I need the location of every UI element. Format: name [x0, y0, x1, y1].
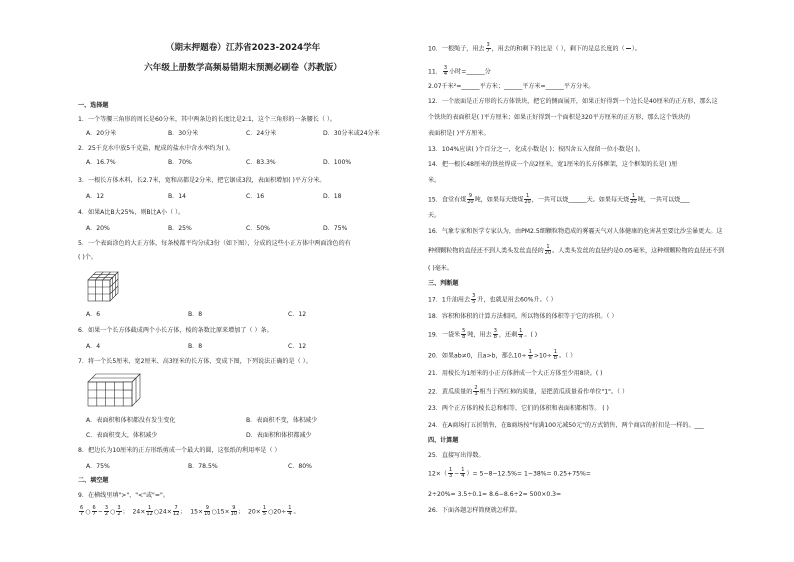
section-fill: 二、填空题 — [78, 477, 109, 484]
denominator: a — [528, 355, 532, 361]
fraction — [443, 66, 448, 77]
fraction — [460, 468, 465, 479]
q5-opt-c: C．12 — [288, 311, 307, 318]
q11-part: 小时=______分 — [449, 68, 491, 76]
q2-text: 2．25千克水中放5千克盐，配成的盐水中含水率约为( )。 — [78, 145, 235, 152]
title-line-2: 六年级上册数学高频易错期末预测必刷卷（苏教版） — [144, 63, 342, 73]
q25-part: ）= 5−8−12.5%= 1−38%= 0.25+75%= — [466, 470, 591, 478]
fraction — [545, 245, 551, 256]
fraction: $\frac{3}{2}$ — [104, 505, 108, 517]
q2-opt-a: A．16.7% — [86, 159, 116, 166]
fraction — [471, 294, 476, 305]
q17-part: 17．1升油用去 — [428, 296, 471, 304]
q8-opt-c: C．80% — [288, 463, 312, 470]
section-choice: 一、选择题 — [78, 102, 109, 109]
q22-part: 相当于西红柿的质量，是把黄瓜质量看作单位"1"。（ ） — [479, 388, 629, 396]
q22-part: 22．黄瓜质量的 — [428, 388, 473, 396]
q4-opt-c: C．50% — [246, 225, 270, 232]
q3-text: 3．一根长方体木料，长2.7米，宽和高都是2分米，把它锯成3段，表面积增加( )平方分米。 — [78, 177, 326, 184]
q18-text: 18．容积和体积的计算方法相同，所以物体的体积等于它的容积。（ ） — [428, 313, 618, 320]
q15-line2: 天。 — [428, 212, 441, 219]
q8-text: 8．把边长为10厘米的正方形纸剪成一个最大的圆，这张纸的利用率是（ ） — [78, 447, 281, 454]
numerator: 3 — [443, 65, 448, 71]
q23-text: 23．两个正方体的棱长总和相等，它们的体积和表面积都相等。 ( ) — [428, 405, 609, 412]
denominator: 3 — [448, 473, 453, 479]
q25-part: − — [454, 470, 460, 478]
numerator: 1 — [525, 193, 530, 199]
fraction — [467, 194, 473, 205]
fraction: $\frac{1}{4}$ — [288, 505, 292, 517]
q20-part: >10÷ — [533, 352, 552, 360]
q19-part: ，还剩 — [498, 331, 518, 339]
denominator: 4 — [443, 71, 448, 77]
q17-text — [428, 294, 557, 305]
denominator: 20 — [467, 199, 474, 205]
numerator: 3 — [472, 293, 476, 299]
q6-opt-a: A．4 — [86, 343, 101, 350]
fraction — [448, 468, 453, 479]
q20-part: 。（ ） — [559, 352, 577, 360]
numerator: 1 — [631, 193, 636, 199]
numerator: 2 — [474, 385, 478, 391]
fraction-blank — [626, 43, 631, 54]
q12-line3: 表面积是( )平方厘米。 — [428, 130, 490, 137]
q26-text: 26．下面各题怎样简便就怎样算。 — [428, 507, 522, 514]
fraction — [473, 386, 478, 397]
fraction: $\frac{9}{10}$ — [204, 505, 211, 517]
q10-part: ，用去的和剩下的比是（ ），剩下的是总长度的（ — [491, 45, 625, 53]
q9-compare-row: $\frac{6}{7}$ ○ $\frac{6}{7}$ − $\frac{3}{2}$ ○ $\frac{3}{2}$ ； 24× $\frac{1}{12}$ ○24× $\frac{7}{12}$ ； 15× $\frac{9}{10}$ ○15× $\frac{9}{10}$ ； 20× $\frac{1}{5}$ ○20÷ $\frac{1}{4}$ 。 — [80, 505, 300, 517]
q1-opt-d: D．30分米或24分米 — [323, 130, 380, 137]
numerator: 5 — [462, 328, 466, 334]
denominator: 7 — [486, 48, 490, 54]
q14-line1: 14．把一根长48厘米的铁丝焊成一个高2厘米，宽1厘米的长方体框架，这个框架的长是( )厘 — [428, 161, 678, 168]
q20-text — [428, 350, 576, 361]
q25-text: 25．直接写出得数。 — [428, 452, 485, 459]
q7-opt-a: A．表面积和体积都没有发生变化 — [86, 417, 176, 424]
numerator: 1 — [553, 349, 558, 355]
fraction — [461, 329, 466, 340]
numerator: 9 — [468, 193, 473, 199]
q7-text: 7．将一个长5厘米、宽2厘米、高3厘米的长方体，变成下图，下列说法正确的是（ ）。 — [78, 358, 312, 365]
q15-part: 吨，一共可以烧___ — [637, 196, 690, 204]
q10-text — [428, 43, 641, 54]
fraction: $\frac{6}{7}$ — [92, 505, 96, 517]
fraction — [553, 350, 558, 361]
denominator: 4 — [519, 334, 523, 340]
q16-part: 种细颗粒物的直径还不到人类头发丝直径的 — [428, 247, 544, 255]
q25-row2: 2÷20%= 3.5÷0.1= 8.6−8.6÷2= 500×0.3= — [428, 491, 562, 498]
q1-opt-b: B．30分米 — [168, 130, 199, 137]
q1-opt-a: A．20分米 — [86, 130, 117, 137]
cuboid-cutout-figure — [86, 372, 142, 408]
fraction — [518, 329, 523, 340]
section-judge: 三、判断题 — [428, 280, 459, 287]
q7-opt-b: B．表面积不变，体积减少 — [246, 417, 318, 424]
q19-text — [428, 329, 537, 340]
q15-part: 15．食堂有煤 — [428, 196, 467, 204]
fraction: $\frac{3}{2}$ — [117, 505, 121, 517]
q19-part: 吨，用去 — [467, 331, 492, 339]
numerator: 1 — [528, 349, 532, 355]
q19-part: 19．一袋米 — [428, 331, 461, 339]
denominator: 5 — [472, 299, 476, 305]
q1-text: 1．一个等腰三角形的周长是60分米，其中两条边的长度比是2:1，这个三角形的一条腰长（ ）。 — [78, 116, 336, 123]
cube-3x3-figure — [86, 270, 120, 302]
fraction — [528, 350, 533, 361]
denominator: 8 — [462, 334, 466, 340]
fraction: $\frac{1}{5}$ — [262, 505, 267, 517]
q13-text: 13．104%应读( )个百分之一，化成小数是( )；按四舍五入保留一位小数是( )。 — [428, 146, 644, 153]
denominator: 20 — [630, 199, 637, 205]
fraction: $\frac{9}{10}$ — [230, 505, 238, 517]
denominator: 3 — [474, 391, 478, 397]
q6-text: 6．如果一个长方体截成两个小长方体，棱的条数比原来增加了（ ）条。 — [78, 327, 273, 334]
q8-opt-a: A．75% — [86, 463, 110, 470]
q2-opt-b: B．70% — [168, 159, 192, 166]
numerator: 3 — [486, 42, 490, 48]
q6-opt-c: C．12 — [288, 343, 307, 350]
q21-text: 21．用棱长为1厘米的小正方体拼成一个大正方体至少用8块。( ) — [428, 370, 603, 377]
q11-part: 11． — [428, 68, 442, 76]
fraction — [493, 329, 498, 340]
q4-text: 4．如果A比B大25%，则B比A小（ ）。 — [78, 209, 185, 216]
denominator: 20 — [544, 250, 552, 256]
q16-line2 — [428, 245, 724, 256]
q15-part: ，一共可以烧______天。如果每天烧 — [531, 196, 630, 204]
fraction — [630, 194, 636, 205]
denominator: 4 — [461, 473, 465, 479]
q15-part: 吨，如果每天烧煤 — [474, 196, 524, 204]
q16-part: 。人类头发丝的直径约是0.05毫米，这种细颗粒物的直径还不到 — [552, 247, 725, 255]
q3-opt-c: C．16 — [246, 193, 265, 200]
denominator: b — [553, 355, 558, 361]
q14-line2: 米。 — [428, 177, 441, 184]
q16-line1: 16．气象专家和医学专家认为，由PM2.5细颗粒物造成的雾霾天气对人体健康的危害甚至要比沙尘暴更大。这 — [428, 228, 723, 235]
numerator: 3 — [493, 328, 497, 334]
numerator: 1 — [546, 244, 550, 250]
q19-part: 。( ) — [524, 331, 538, 339]
fraction: $\frac{6}{7}$ — [80, 505, 84, 517]
q6-opt-b: B．8 — [188, 343, 203, 350]
section-calc: 四、计算题 — [428, 437, 459, 444]
q17-part: 升，也就是用去60%升。（ ） — [477, 296, 557, 304]
q3-opt-d: D．18 — [323, 193, 342, 200]
q10-part: 10．一根绳子，用去 — [428, 45, 485, 53]
numerator: 1 — [461, 467, 465, 473]
q12-line1: 12．一个底面是正方形的长方体铁块，把它的侧面展开，如果正好得到一个边长是40厘米的正方形，那么这 — [428, 98, 718, 105]
q4-opt-a: A．20% — [86, 225, 110, 232]
q4-opt-d: D．75% — [323, 225, 348, 232]
numerator: 1 — [519, 328, 523, 334]
q16-line3: ( )毫米。 — [428, 265, 453, 272]
q20-part: 20．如果ab≠0，且a>b，那么10÷ — [428, 352, 527, 360]
numerator: 1 — [448, 467, 453, 473]
q2-opt-c: C．83.3% — [246, 159, 276, 166]
q4-opt-b: B．25% — [168, 225, 192, 232]
fraction — [486, 43, 491, 54]
q5-text: 5．一个表面涂色的大正方体，每条棱都平均分成3份（如下图），分成的这些小正方体中两面涂色的有 — [78, 240, 351, 247]
q9-text: 9．在横线里填">"、"<"或"="。 — [78, 492, 169, 499]
q11-text — [428, 66, 491, 77]
q7-opt-d: D．表面积和体积都减少 — [246, 432, 312, 439]
q10-part: ）。 — [631, 45, 641, 53]
title-line-1: （期末押题卷）江苏省2023-2024学年 — [165, 43, 321, 53]
q25-row1 — [428, 468, 591, 479]
denominator: 8 — [493, 334, 497, 340]
fraction: $\frac{1}{12}$ — [146, 505, 153, 517]
q11-line2: 2.07千米²=______平方米；______平方米=______平方分米。 — [428, 83, 595, 90]
q5-blank: ( )个。 — [78, 254, 97, 261]
fraction: $\frac{7}{12}$ — [172, 505, 180, 517]
q3-opt-b: B．14 — [168, 193, 187, 200]
fraction — [524, 194, 530, 205]
q5-opt-a: A．6 — [86, 311, 101, 318]
q7-opt-c: C．表面积变大，体积减少 — [86, 432, 158, 439]
q3-opt-a: A．12 — [86, 193, 105, 200]
denominator: 20 — [524, 199, 531, 205]
q22-text — [428, 386, 628, 397]
q12-line2: 个铁块的表面积是( )平方厘米；如果正好得到一个面积是320平方厘米的正方形，那么这个铁块的 — [428, 114, 691, 121]
q1-opt-c: C．24分米 — [246, 130, 277, 137]
q8-opt-b: B．78.5% — [188, 463, 218, 470]
q25-part: 12×（ — [428, 470, 447, 478]
q15-text — [428, 194, 689, 205]
q24-text: 24．在A商场打五折销售，在B商场按"每满100元减50元"的方式销售，两个商店的折扣是一样的。___ — [428, 422, 704, 429]
q2-opt-d: D．100% — [323, 159, 352, 166]
q5-opt-b: B．8 — [188, 311, 203, 318]
